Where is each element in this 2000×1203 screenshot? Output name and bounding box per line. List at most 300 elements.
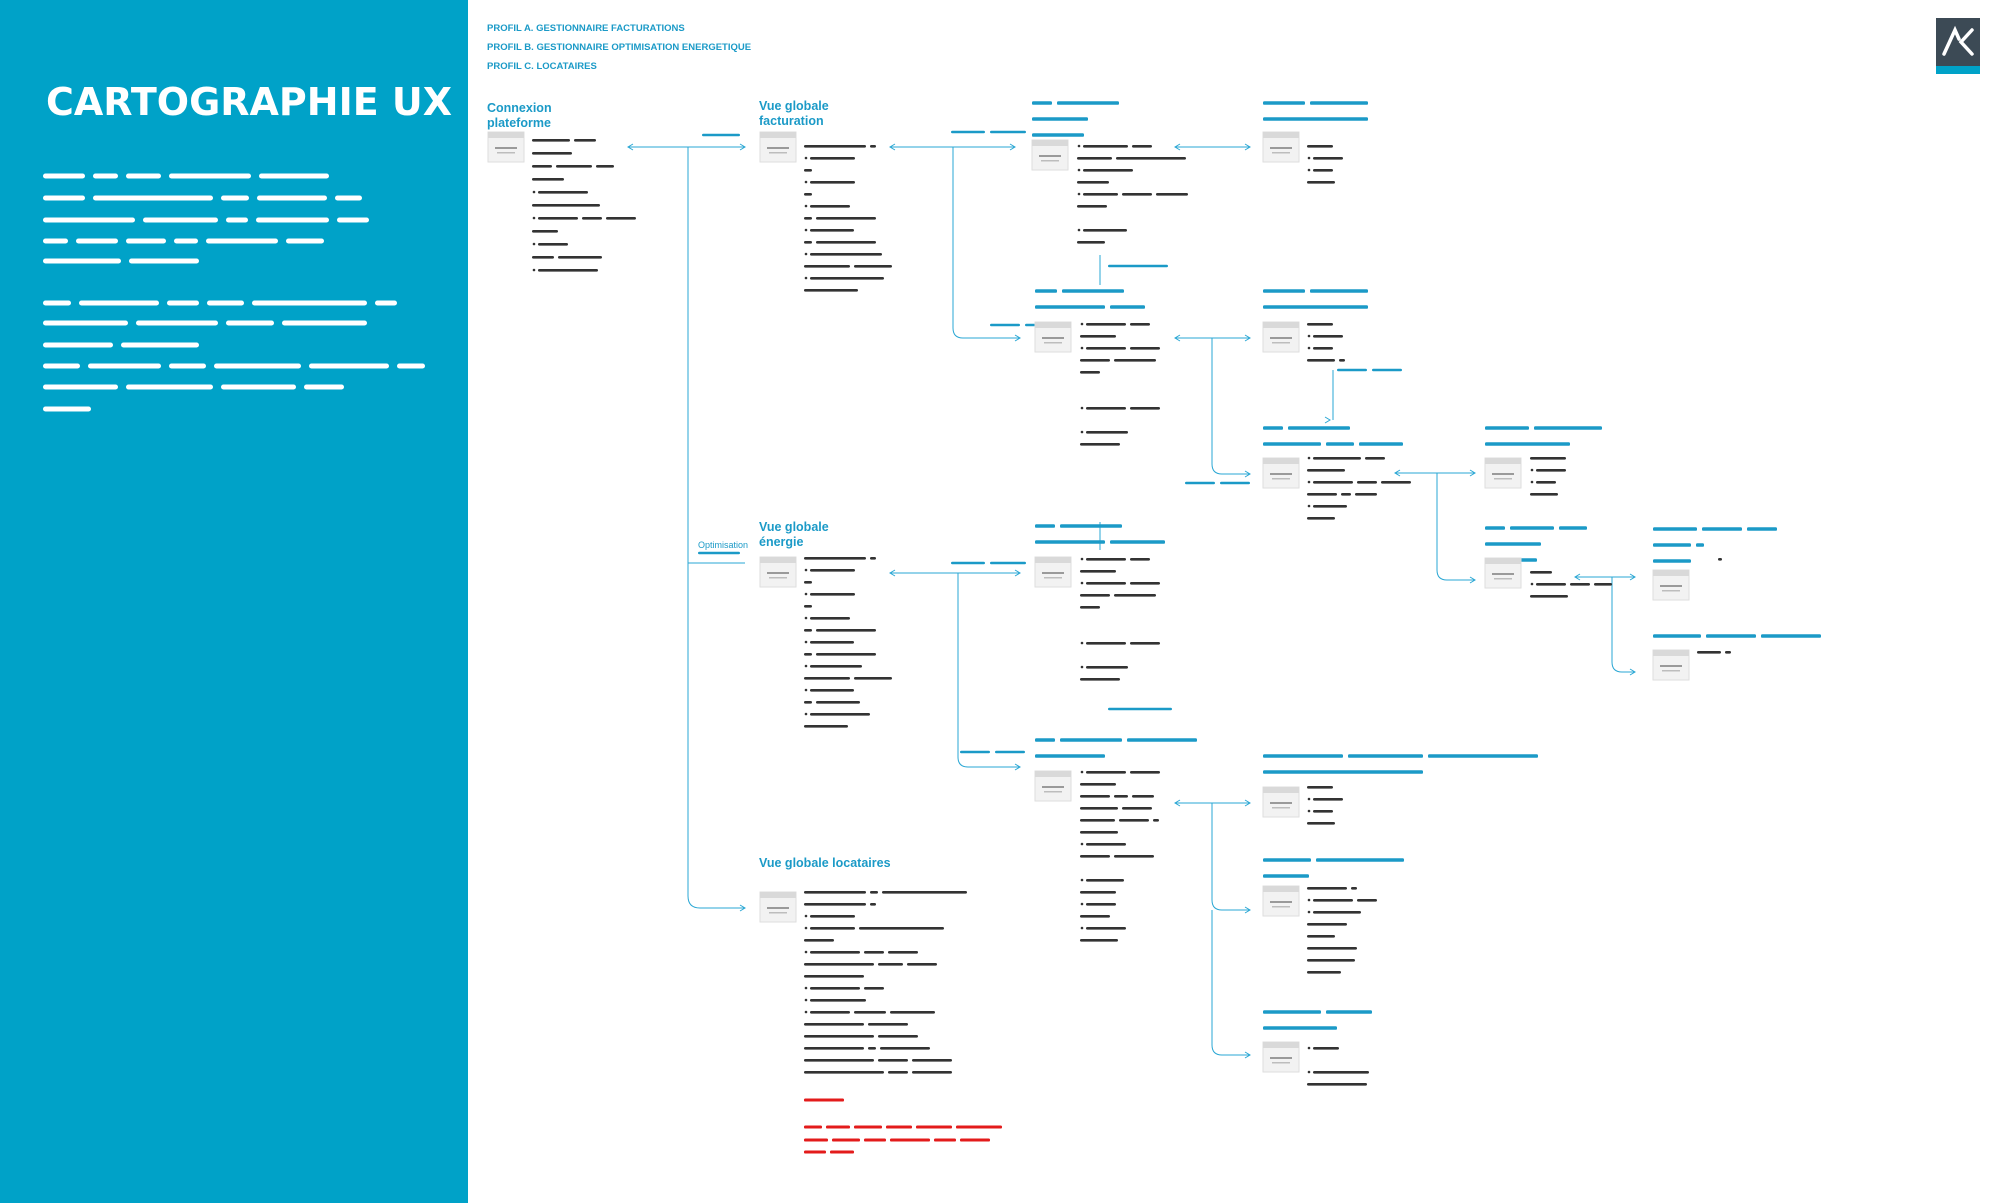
- thumbnail-line: [1272, 807, 1290, 809]
- placeholder-bar: [951, 131, 985, 134]
- placeholder-bar: [1114, 359, 1156, 362]
- placeholder-bar: [1130, 771, 1160, 774]
- placeholder-bar: [1086, 642, 1126, 645]
- placeholder-bar: [934, 1139, 956, 1142]
- placeholder-bar: [1307, 517, 1335, 520]
- placeholder-bar: [1365, 457, 1385, 460]
- sidebar-text-bar: [214, 364, 301, 369]
- placeholder-bar: [810, 665, 862, 668]
- bullet-dot: [805, 641, 808, 644]
- placeholder-bar: [1122, 193, 1152, 196]
- bullet-dot: [1081, 771, 1084, 774]
- connector-line: [1212, 338, 1250, 474]
- bullet-dot: [805, 927, 808, 930]
- sidebar-text-bar: [93, 196, 213, 201]
- bullet-dot: [1081, 903, 1084, 906]
- placeholder-bar: [1428, 754, 1538, 758]
- placeholder-bar: [1114, 594, 1156, 597]
- placeholder-bar: [1130, 407, 1160, 410]
- placeholder-bar: [1080, 606, 1100, 609]
- bullet-dot: [1308, 335, 1311, 338]
- placeholder-bar: [1035, 540, 1105, 544]
- placeholder-bar: [804, 265, 850, 268]
- placeholder-bar: [1080, 831, 1118, 834]
- placeholder-bar: [1307, 1083, 1367, 1086]
- thumbnail-line: [1662, 670, 1680, 672]
- placeholder-bar: [810, 617, 850, 620]
- placeholder-bar: [1313, 335, 1343, 338]
- bullet-dot: [805, 157, 808, 160]
- placeholder-bar: [1288, 426, 1350, 430]
- sidebar-title: CARTOGRAPHIE UX: [46, 80, 453, 124]
- placeholder-bar: [810, 277, 884, 280]
- placeholder-bar: [878, 1059, 908, 1062]
- sidebar-text-bar: [93, 174, 118, 179]
- placeholder-bar: [1348, 754, 1423, 758]
- thumbnail-line: [1270, 901, 1292, 903]
- placeholder-bar: [1313, 911, 1361, 914]
- placeholder-bar: [1086, 903, 1116, 906]
- sidebar-text-bar: [337, 218, 369, 223]
- placeholder-bar: [810, 593, 855, 596]
- thumbnail-line: [767, 572, 789, 574]
- placeholder-bar: [1307, 145, 1333, 148]
- placeholder-bar: [1110, 540, 1165, 544]
- thumbnail-line: [1272, 478, 1290, 480]
- placeholder-bar: [1086, 323, 1126, 326]
- placeholder-bar: [1263, 770, 1423, 774]
- bullet-dot: [533, 217, 536, 220]
- placeholder-bar: [1357, 899, 1377, 902]
- bullet-dot: [805, 569, 808, 572]
- bullet-dot: [805, 987, 808, 990]
- placeholder-bar: [804, 1059, 874, 1062]
- placeholder-bar: [1130, 347, 1160, 350]
- placeholder-bar: [1530, 571, 1552, 574]
- placeholder-bar: [1536, 469, 1566, 472]
- placeholder-bar: [1110, 305, 1145, 309]
- placeholder-bar: [816, 241, 876, 244]
- placeholder-bar: [1313, 505, 1347, 508]
- bullet-dot: [1308, 1071, 1311, 1074]
- sidebar-text-bar: [43, 239, 68, 244]
- placeholder-bar: [1761, 634, 1821, 638]
- placeholder-bar: [804, 169, 812, 172]
- placeholder-bar: [1316, 858, 1404, 862]
- placeholder-bar: [1220, 482, 1250, 485]
- placeholder-bar: [1485, 426, 1529, 430]
- sidebar-text-bar: [43, 407, 91, 412]
- placeholder-bar: [1313, 899, 1353, 902]
- sidebar-text-bar: [226, 218, 248, 223]
- placeholder-bar: [1108, 265, 1168, 268]
- placeholder-bar: [1032, 133, 1084, 137]
- placeholder-bar: [1307, 181, 1335, 184]
- placeholder-bar: [804, 581, 812, 584]
- bullet-dot: [1078, 145, 1081, 148]
- thumbnail-line: [1660, 665, 1682, 667]
- placeholder-bar: [1032, 101, 1052, 105]
- placeholder-bar: [1080, 819, 1115, 822]
- placeholder-bar: [1077, 205, 1107, 208]
- sidebar-text-bar: [43, 343, 113, 348]
- bullet-dot: [533, 269, 536, 272]
- placeholder-bar: [1337, 369, 1367, 372]
- bullet-dot: [805, 205, 808, 208]
- placeholder-bar: [1485, 542, 1541, 546]
- sidebar-text-bar: [206, 239, 278, 244]
- placeholder-bar: [698, 552, 740, 555]
- placeholder-bar: [804, 241, 812, 244]
- placeholder-bar: [1083, 145, 1128, 148]
- thumbnail-line: [1494, 478, 1512, 480]
- sidebar-text-bar: [121, 343, 199, 348]
- placeholder-bar: [1080, 678, 1120, 681]
- placeholder-bar: [804, 217, 812, 220]
- connector-line: [953, 147, 1020, 338]
- thumbnail-line: [1270, 1057, 1292, 1059]
- placeholder-bar: [1718, 558, 1722, 561]
- placeholder-bar: [854, 1126, 882, 1129]
- node-title-connexion-text: Connexion plateforme: [487, 101, 552, 130]
- placeholder-bar: [1307, 959, 1355, 962]
- placeholder-bar: [1077, 157, 1112, 160]
- bullet-dot: [805, 1011, 808, 1014]
- placeholder-bar: [702, 134, 740, 137]
- placeholder-bar: [804, 145, 866, 148]
- thumbnail-header: [1032, 140, 1068, 146]
- placeholder-bar: [1510, 526, 1554, 530]
- placeholder-bar: [1307, 323, 1333, 326]
- placeholder-bar: [1080, 939, 1118, 942]
- sidebar-text-bar: [256, 218, 329, 223]
- placeholder-bar: [810, 689, 854, 692]
- sidebar-text-bar: [43, 196, 85, 201]
- placeholder-bar: [1077, 241, 1105, 244]
- placeholder-bar: [882, 891, 967, 894]
- placeholder-bar: [816, 653, 876, 656]
- placeholder-bar: [1060, 738, 1122, 742]
- placeholder-bar: [1035, 305, 1105, 309]
- sidebar-text-bar: [167, 301, 199, 306]
- placeholder-bar: [859, 927, 944, 930]
- placeholder-bar: [804, 1099, 844, 1102]
- placeholder-bar: [1381, 481, 1411, 484]
- placeholder-bar: [990, 324, 1020, 327]
- placeholder-bar: [1080, 783, 1116, 786]
- placeholder-bar: [868, 1047, 876, 1050]
- connector-line: [1212, 803, 1250, 910]
- bullet-dot: [1081, 407, 1084, 410]
- bullet-dot: [533, 243, 536, 246]
- node-title-energie-text: Vue globale énergie: [759, 520, 829, 549]
- placeholder-bar: [810, 987, 860, 990]
- thumbnail-header: [1485, 558, 1521, 564]
- placeholder-bar: [1313, 347, 1333, 350]
- thumbnail-line: [1044, 791, 1062, 793]
- placeholder-bar: [804, 1047, 864, 1050]
- placeholder-bar: [1263, 101, 1305, 105]
- placeholder-bar: [878, 963, 903, 966]
- placeholder-bar: [1086, 666, 1128, 669]
- connector-line: [1437, 473, 1475, 580]
- placeholder-bar: [596, 165, 614, 168]
- node-title-locataires-text: Vue globale locataires: [759, 856, 891, 870]
- placeholder-bar: [1263, 1026, 1337, 1030]
- sidebar-text-bar: [221, 385, 296, 390]
- placeholder-bar: [804, 1139, 828, 1142]
- placeholder-bar: [1313, 1071, 1369, 1074]
- placeholder-bar: [1530, 493, 1558, 496]
- placeholder-bar: [1263, 426, 1283, 430]
- placeholder-bar: [1313, 1047, 1339, 1050]
- connector-line: [1212, 910, 1250, 1055]
- placeholder-bar: [816, 629, 876, 632]
- sidebar-text-bar: [304, 385, 344, 390]
- placeholder-bar: [1307, 947, 1357, 950]
- placeholder-bar: [532, 230, 558, 233]
- placeholder-bar: [1132, 145, 1152, 148]
- sidebar-text-bar: [169, 174, 251, 179]
- sidebar-text-bar: [143, 218, 218, 223]
- placeholder-bar: [804, 677, 850, 680]
- placeholder-bar: [1534, 426, 1602, 430]
- connector-line: [1612, 577, 1635, 672]
- bullet-dot: [1081, 323, 1084, 326]
- placeholder-bar: [826, 1126, 850, 1129]
- placeholder-bar: [1263, 858, 1311, 862]
- thumbnail-header: [760, 557, 796, 563]
- thumbnail-header: [1263, 132, 1299, 138]
- placeholder-bar: [804, 605, 812, 608]
- bullet-dot: [805, 999, 808, 1002]
- placeholder-bar: [878, 1035, 918, 1038]
- thumbnail-line: [1270, 337, 1292, 339]
- placeholder-bar: [532, 256, 554, 259]
- sidebar-text-bar: [43, 321, 128, 326]
- placeholder-bar: [1130, 323, 1150, 326]
- placeholder-bar: [1130, 558, 1150, 561]
- placeholder-bar: [1080, 891, 1116, 894]
- thumbnail-line: [1042, 337, 1064, 339]
- placeholder-bar: [1156, 193, 1188, 196]
- placeholder-bar: [890, 1011, 935, 1014]
- placeholder-bar: [888, 951, 918, 954]
- bullet-dot: [1078, 193, 1081, 196]
- placeholder-bar: [810, 205, 850, 208]
- placeholder-bar: [1307, 493, 1337, 496]
- thumbnail-line: [767, 907, 789, 909]
- bullet-dot: [1531, 583, 1534, 586]
- bullet-dot: [1078, 229, 1081, 232]
- thumbnail-line: [1270, 147, 1292, 149]
- placeholder-bar: [532, 152, 572, 155]
- sidebar-text-bar: [43, 301, 71, 306]
- placeholder-bar: [912, 1059, 952, 1062]
- placeholder-bar: [556, 165, 592, 168]
- placeholder-bar: [1153, 819, 1159, 822]
- placeholder-bar: [1083, 169, 1133, 172]
- placeholder-bar: [995, 751, 1025, 754]
- placeholder-bar: [870, 891, 878, 894]
- placeholder-bar: [1307, 822, 1335, 825]
- bullet-dot: [1308, 157, 1311, 160]
- bullet-dot: [1308, 798, 1311, 801]
- placeholder-bar: [1485, 526, 1505, 530]
- placeholder-bar: [810, 229, 854, 232]
- bullet-dot: [1081, 558, 1084, 561]
- placeholder-bar: [1035, 524, 1055, 528]
- bullet-dot: [1081, 843, 1084, 846]
- thumbnail-header: [1263, 322, 1299, 328]
- placeholder-bar: [1080, 594, 1110, 597]
- placeholder-bar: [1351, 887, 1357, 890]
- placeholder-bar: [606, 217, 636, 220]
- sidebar-text-bar: [169, 364, 206, 369]
- bullet-dot: [805, 665, 808, 668]
- placeholder-bar: [1307, 786, 1333, 789]
- placeholder-bar: [864, 951, 884, 954]
- placeholder-bar: [804, 725, 848, 728]
- sidebar-text-bar: [126, 385, 213, 390]
- placeholder-bar: [1313, 481, 1353, 484]
- placeholder-bar: [1035, 289, 1057, 293]
- thumbnail-line: [1492, 573, 1514, 575]
- placeholder-bar: [1086, 771, 1126, 774]
- bullet-dot: [1081, 582, 1084, 585]
- sidebar-text-bar: [375, 301, 397, 306]
- bullet-dot: [1081, 642, 1084, 645]
- placeholder-bar: [1307, 971, 1341, 974]
- bullet-dot: [1531, 481, 1534, 484]
- placeholder-bar: [916, 1126, 952, 1129]
- placeholder-bar: [886, 1126, 912, 1129]
- bullet-dot: [1308, 911, 1311, 914]
- placeholder-bar: [990, 562, 1026, 565]
- placeholder-bar: [1035, 754, 1105, 758]
- thumbnail-line: [495, 147, 517, 149]
- bullet-dot: [1081, 927, 1084, 930]
- placeholder-bar: [538, 191, 588, 194]
- thumbnail-line: [769, 152, 787, 154]
- bullet-dot: [1308, 1047, 1311, 1050]
- placeholder-bar: [1313, 457, 1361, 460]
- profile-c: PROFIL C. LOCATAIRES: [487, 61, 597, 72]
- placeholder-bar: [870, 903, 876, 906]
- bullet-dot: [805, 277, 808, 280]
- placeholder-bar: [558, 256, 602, 259]
- thumbnail-header: [1035, 771, 1071, 777]
- placeholder-bar: [810, 181, 855, 184]
- placeholder-bar: [1080, 855, 1110, 858]
- bullet-dot: [1531, 469, 1534, 472]
- sidebar-text-bar: [335, 196, 362, 201]
- placeholder-bar: [1263, 117, 1368, 121]
- thumbnail-header: [760, 892, 796, 898]
- sidebar-text-bar: [43, 364, 80, 369]
- sidebar-text-bar: [76, 239, 118, 244]
- thumbnail-header: [1035, 557, 1071, 563]
- placeholder-bar: [804, 193, 812, 196]
- thumbnail-header: [1263, 1042, 1299, 1048]
- thumbnail-header: [488, 132, 524, 138]
- profile-a: PROFIL A. GESTIONNAIRE FACTURATIONS: [487, 23, 685, 34]
- sidebar-text-bar: [309, 364, 389, 369]
- placeholder-bar: [810, 641, 854, 644]
- placeholder-bar: [990, 131, 1026, 134]
- placeholder-bar: [868, 1023, 908, 1026]
- placeholder-bar: [816, 701, 860, 704]
- sidebar-text-bar: [226, 321, 274, 326]
- thumbnail-line: [1270, 473, 1292, 475]
- thumbnail-line: [767, 147, 789, 149]
- placeholder-bar: [532, 165, 552, 168]
- placeholder-bar: [804, 1035, 874, 1038]
- placeholder-bar: [1086, 843, 1126, 846]
- arrow-head-icon: [1325, 417, 1330, 423]
- sidebar-text-bar: [43, 259, 121, 264]
- placeholder-bar: [1122, 807, 1152, 810]
- bullet-dot: [1081, 666, 1084, 669]
- placeholder-bar: [804, 701, 812, 704]
- placeholder-bar: [804, 903, 866, 906]
- bullet-dot: [533, 191, 536, 194]
- placeholder-bar: [1747, 527, 1777, 531]
- placeholder-bar: [1310, 289, 1368, 293]
- placeholder-bar: [810, 713, 870, 716]
- bullet-dot: [805, 915, 808, 918]
- placeholder-bar: [1653, 543, 1691, 547]
- placeholder-bar: [1057, 101, 1119, 105]
- placeholder-bar: [1307, 887, 1347, 890]
- placeholder-bar: [1119, 819, 1149, 822]
- sidebar-text-bar: [43, 174, 85, 179]
- sidebar-text-bar: [43, 218, 135, 223]
- placeholder-bar: [1263, 442, 1321, 446]
- placeholder-bar: [1536, 481, 1556, 484]
- placeholder-bar: [1127, 738, 1197, 742]
- placeholder-bar: [1130, 642, 1160, 645]
- placeholder-bar: [1080, 915, 1110, 918]
- placeholder-bar: [864, 1139, 886, 1142]
- placeholder-bar: [1086, 558, 1126, 561]
- thumbnail-header: [1263, 458, 1299, 464]
- thumbnail-line: [1044, 577, 1062, 579]
- thumbnail-line: [1662, 590, 1680, 592]
- bullet-dot: [805, 181, 808, 184]
- placeholder-bar: [532, 139, 570, 142]
- placeholder-bar: [804, 1126, 822, 1129]
- placeholder-bar: [870, 145, 876, 148]
- placeholder-bar: [1653, 559, 1691, 563]
- thumbnail-line: [497, 152, 515, 154]
- sidebar-text-bar: [136, 321, 218, 326]
- thumbnail-line: [1272, 342, 1290, 344]
- placeholder-bar: [1313, 157, 1343, 160]
- thumbnail-line: [769, 577, 787, 579]
- sidebar-text-bar: [282, 321, 367, 326]
- thumbnail-header: [1263, 787, 1299, 793]
- placeholder-bar: [1060, 524, 1122, 528]
- placeholder-bar: [538, 217, 578, 220]
- placeholder-bar: [574, 139, 596, 142]
- bullet-dot: [1308, 457, 1311, 460]
- placeholder-bar: [810, 253, 882, 256]
- placeholder-bar: [1086, 431, 1128, 434]
- placeholder-bar: [804, 557, 866, 560]
- node-title-facturation-text: Vue globale facturation: [759, 99, 829, 128]
- placeholder-bar: [1310, 101, 1368, 105]
